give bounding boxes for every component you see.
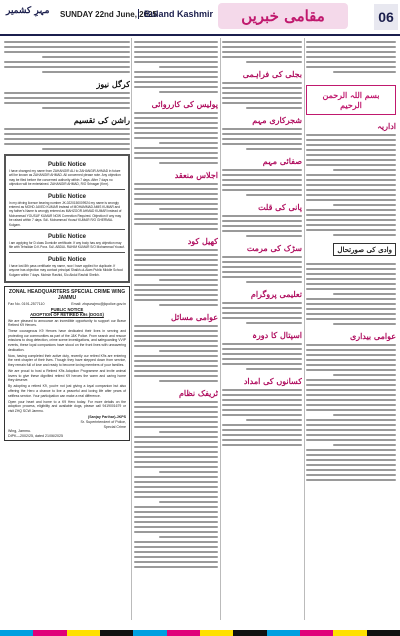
- zhq-paragraph: We are pleased to announce an incredible opportunity to support our Brave Retired K9 Heroes.: [8, 318, 126, 328]
- headline: صفائی مہم: [262, 156, 302, 166]
- headline-box: وادی کی صورتحال: [333, 243, 396, 256]
- headline: کسانوں کی امداد: [243, 376, 302, 386]
- zhq-designation: Sr. Superintendent of Police,: [80, 419, 126, 424]
- public-notice: [9, 189, 125, 229]
- editorial-box: [306, 85, 396, 115]
- zhq-paragraph: Now, having completed their active duty, recently our retired K9s are entering the next chapter of their lives. Though they have stepped down from service, they remain full of love and ready to become loving members of your families.: [8, 353, 126, 367]
- zhq-paragraph: These courageous K9 Heroes have dedicated their lives in serving and protecting our communities as part of the J&K Police. From search and rescue missions to drug detection, crime scene investigations, and safeguarding VVIP events, these loyal companions have stood on the front lines with unwavering dedication.: [8, 329, 126, 352]
- headline: عوامی مسائل: [170, 312, 218, 322]
- headline: اجلاس منعقد: [174, 170, 218, 180]
- masthead-date: SUNDAY 22nd June, 2025: [60, 10, 157, 19]
- headline: اسپتال کا دورہ: [252, 330, 302, 340]
- headline: کرگل نیوز: [96, 79, 130, 89]
- headline: سڑک کی مرمت: [246, 243, 302, 253]
- editorial-title: بسم اللہ الرحمن الرحیم: [322, 90, 380, 110]
- masthead-paper-name: Buland Kashmir: [138, 9, 213, 19]
- notice-text: I have changed my name from ZAHANGIR ALI to ZAHANGIR AHMAD in future will be known as ZAHANGIR AHMAD. All concerned please note. Any objection may be filed before the concerned authority within 7 days. After 7 days no objection will be entertained. ZAHANGIR AHMAD, R/O Srinagar (Kmr).: [9, 169, 121, 187]
- print-color-bar: [0, 630, 400, 636]
- public-notice: [9, 229, 125, 252]
- public-notice: [9, 252, 125, 279]
- notice-title: Public Notice: [47, 256, 86, 263]
- column-divider: [220, 38, 221, 620]
- zhq-paragraph: We are proud to host a Retired K9s Adoption Programme and invite animal lovers to give these dignified retired K9 heroes the warm and caring home they deserve.: [8, 369, 126, 383]
- masthead-logo: مہرِ کشمیر: [6, 6, 50, 16]
- public-notice: [9, 158, 125, 189]
- public-notices-box: [4, 154, 130, 283]
- notice-title: Public Notice: [47, 193, 86, 200]
- zhq-paragraph: By adopting a retired K9, you're not just giving a loyal companion but also offering the Hero a chance to live a peaceful and loving life after years of selfless service. Your participation can make a real difference.: [8, 384, 126, 398]
- zhq-subtitle: ADOPTION OF RETIRED K9s (DOGS): [30, 312, 104, 318]
- section-title: مقامی خبریں: [218, 3, 348, 29]
- column-notices: [4, 38, 130, 620]
- headline: تعلیمی پروگرام: [250, 289, 302, 299]
- headline: بجلی کی فراہمی: [242, 69, 302, 79]
- zhq-footer: DIPK—2002/25, dated 21/06/2025: [8, 433, 63, 438]
- zhq-fax: Fax No. 0191-2577110: [8, 302, 45, 307]
- zhq-designation: Special Crime: [103, 424, 126, 429]
- masthead: [0, 0, 400, 36]
- headline: پولیس کی کارروائی: [151, 99, 218, 109]
- zhq-public-notice: [4, 286, 130, 441]
- headline: عوامی بیداری: [349, 331, 396, 341]
- headline: کھیل کود: [187, 236, 218, 246]
- zhq-heading: ZONAL HEADQUARTERS SPECIAL CRIME WING JAMMU: [8, 289, 126, 302]
- zhq-paragraph: Open your heart and home to a K9 Hero today. For more details on the adoption process, eligibility and available dogs, please call 9419001679 or visit ZHQ SCW Jammu.: [8, 399, 126, 413]
- page-number: 06: [374, 4, 398, 30]
- notice-title: Public Notice: [47, 234, 86, 241]
- headline: ٹریفک نظام: [178, 388, 218, 398]
- notice-text: In my driving licence bearing number JK-0220150009924 my name is wrongly entered as MOHD JAVED KUMAR instead of MOHAMMAD AMIS KUMAR and my father's Name is wrongly entered as MAHZOOR AHMAD KUMAR instead of Mohammad YOUSUF KUMAR NOW Correction Required. Objection if any may be raised within 7 days. Sd/- Mohammad Yousuf KUMAR R/O GHERMAL Kulgam.: [9, 200, 122, 227]
- zhq-footer: Wing, Jammu.: [8, 429, 31, 434]
- notice-title: Public Notice: [47, 162, 86, 168]
- column-news-4: [306, 38, 396, 620]
- notice-text: I am applying for D class Domicile certificate. If any body has any objection may file with Tehsildar D.K.Pora. Sd/- ABDUL RAHIM KUMAR S/O Mohammad Yousuf.: [9, 241, 125, 250]
- zhq-title: PUBLIC NOTICE: [50, 307, 84, 313]
- column-news-2: [134, 38, 218, 620]
- column-divider: [131, 38, 132, 620]
- column-divider: [304, 38, 305, 620]
- notice-text: I have lost 8th pass certificate my name, now I have applied for duplicate. If anyone has objection may contact principal Shaikh-ul-Alam Public Middle School Kulgam within 7 days. Mohsin Rashid, S/o Abdul Rashid Sheikh.: [9, 263, 123, 277]
- column-news-3: [222, 38, 302, 620]
- zhq-email: Email: zhqscwjmu@jkpolice.gov.in: [71, 302, 126, 307]
- headline: شجرکاری مہم: [252, 115, 302, 125]
- zhq-signatory: (Sanjay Parihar)-JKPS: [88, 415, 126, 420]
- headline: پانی کی قلت: [258, 202, 302, 212]
- headline: راشن کی تقسیم: [73, 115, 130, 125]
- headline: اداریہ: [377, 121, 396, 131]
